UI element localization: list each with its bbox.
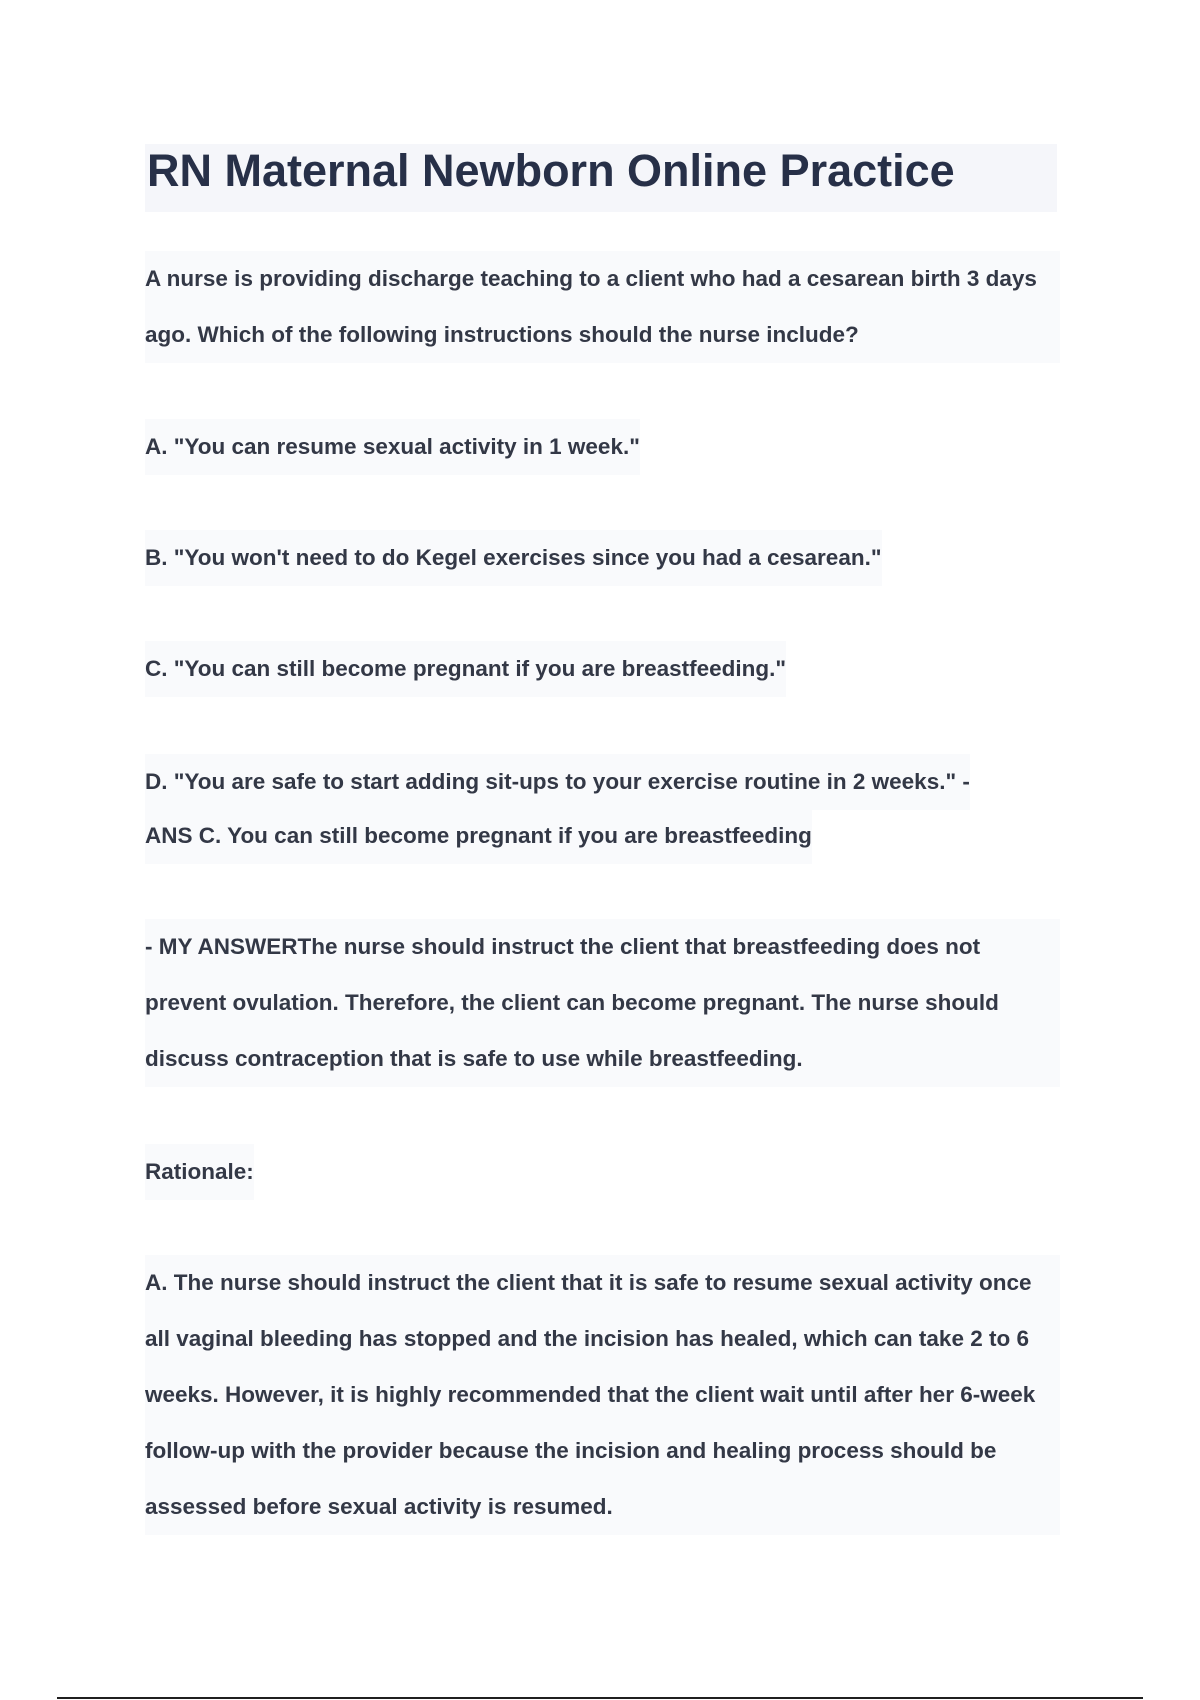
- option-c: C. "You can still become pregnant if you are breastfeeding.": [145, 641, 786, 697]
- footer-divider: [57, 1697, 1143, 1699]
- page-title: RN Maternal Newborn Online Practice: [147, 145, 955, 196]
- rationale-a-paragraph: A. The nurse should instruct the client that it is safe to resume sexual activity once all vaginal bleeding has stopped and the incision has healed, which can take 2 to 6 weeks. However, it is highly recommended that the client wait until after her 6-week follow-up with the provider because the incision and healing process should be assessed before sexual activity is resumed.: [145, 1255, 1060, 1535]
- option-d: D. "You are safe to start adding sit-ups to your exercise routine in 2 weeks." -: [145, 754, 970, 810]
- answer-line: ANS C. You can still become pregnant if you are breastfeeding: [145, 808, 812, 864]
- option-a: A. "You can resume sexual activity in 1 week.": [145, 419, 640, 475]
- rationale-heading: Rationale:: [145, 1144, 254, 1200]
- option-b: B. "You won't need to do Kegel exercises since you had a cesarean.": [145, 530, 882, 586]
- question-text: A nurse is providing discharge teaching to a client who had a cesarean birth 3 days ago. Which of the following instructions should the nurse include?: [145, 251, 1060, 363]
- my-answer-paragraph: - MY ANSWERThe nurse should instruct the client that breastfeeding does not prevent ovulation. Therefore, the client can become pregnant. The nurse should discuss contraception that is safe to use while breastfeeding.: [145, 919, 1060, 1087]
